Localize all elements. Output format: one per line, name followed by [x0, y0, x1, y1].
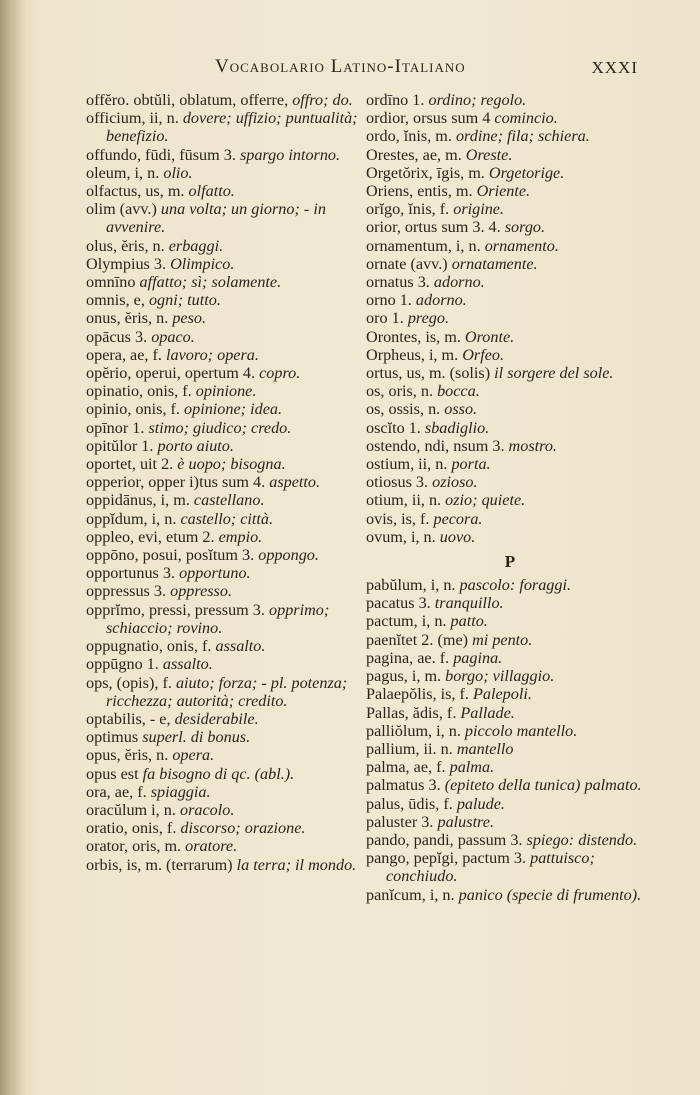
entry-definition: desiderabile.: [174, 709, 259, 728]
dictionary-entry: [366, 849, 654, 885]
dictionary-entry: [366, 309, 654, 327]
dictionary-entry: [86, 765, 364, 783]
entry-headword: oppĭdum, i, n.: [86, 509, 181, 528]
entry-definition: panico (specie di frumento).: [458, 885, 642, 904]
entry-definition: opera.: [172, 746, 215, 765]
right-column-p-entries: [366, 576, 654, 904]
dictionary-entry: [86, 728, 364, 746]
dictionary-entry: [86, 346, 364, 364]
entry-definition: ogni; tutto.: [148, 291, 221, 310]
entry-definition: Orfeo.: [462, 345, 505, 364]
entry-definition: aspetto.: [269, 473, 321, 492]
dictionary-entry: [86, 328, 364, 346]
entry-definition: palustre.: [437, 812, 494, 831]
dictionary-entry: [366, 400, 654, 418]
entry-headword: offundo, fūdi, fūsum 3.: [86, 145, 240, 164]
entry-headword: ornate (avv.): [366, 254, 452, 273]
dictionary-entry: [86, 601, 364, 637]
entry-headword: Oriens, entis, m.: [366, 182, 477, 201]
running-title: Vocabolario Latino-Italiano: [215, 56, 466, 77]
entry-headword: oppressus 3.: [86, 582, 171, 601]
dictionary-entry: [366, 164, 654, 182]
entry-headword: orior, ortus sum 3. 4.: [366, 218, 505, 237]
dictionary-entry: [366, 776, 654, 794]
entry-definition: osso.: [444, 400, 478, 419]
entry-definition: pattuisco; conchiudo.: [386, 849, 595, 886]
entry-definition: sorgo.: [504, 218, 546, 237]
dictionary-entry: [366, 419, 654, 437]
dictionary-entry: [366, 685, 654, 703]
entry-definition: stimo; giudico; credo.: [148, 418, 292, 437]
dictionary-entry: [86, 801, 364, 819]
entry-headword: pacatus 3.: [366, 594, 435, 613]
entry-headword: pallium, ii. n.: [366, 739, 457, 758]
entry-definition: opinione; idea.: [184, 400, 283, 419]
entry-headword: ovis, is, f.: [366, 509, 434, 528]
entry-definition: aiuto; forza; - pl. potenza; ricchezza; autorità; credito.: [106, 673, 348, 710]
entry-headword: opprĭmo, pressi, pressum 3.: [86, 600, 269, 619]
entry-headword: oratio, onis, f.: [86, 819, 181, 838]
entry-definition: opprimo; schiaccio; rovino.: [106, 600, 330, 637]
entry-headword: os, oris, n.: [366, 382, 438, 401]
entry-definition: peso.: [172, 309, 207, 328]
entry-definition: spiaggia.: [150, 782, 211, 801]
entry-definition: Palepoli.: [473, 685, 532, 704]
entry-definition: adorno.: [415, 291, 467, 310]
entry-definition: discorso; orazione.: [180, 819, 306, 838]
entry-definition: il sorgere del sole.: [494, 364, 614, 383]
book-fold-shadow: [0, 0, 26, 1095]
entry-definition: superl. di bonus.: [142, 728, 251, 747]
right-column: [366, 91, 654, 904]
dictionary-entry: [366, 182, 654, 200]
entry-definition: fa bisogno di qc. (abl.).: [142, 764, 295, 783]
entry-headword: oracŭlum i, n.: [86, 800, 180, 819]
entry-headword: opinatio, onis, f.: [86, 382, 196, 401]
dictionary-entry: [366, 146, 654, 164]
entry-headword: orĭgo, ĭnis, f.: [366, 200, 454, 219]
dictionary-entry: [366, 758, 654, 776]
dictionary-entry: [86, 783, 364, 801]
dictionary-entry: [86, 200, 364, 236]
entry-headword: ordīno 1.: [366, 91, 429, 109]
entry-definition: Olimpico.: [170, 254, 235, 273]
entry-headword: optimus: [86, 728, 143, 747]
entry-headword: opĕrio, operui, opertum 4.: [86, 364, 260, 383]
dictionary-entry: [366, 473, 654, 491]
dictionary-entry: [86, 255, 364, 273]
entry-definition: assalto.: [162, 655, 213, 674]
dictionary-entry: [86, 819, 364, 837]
dictionary-entry: [86, 419, 364, 437]
entry-definition: opinione.: [195, 382, 257, 401]
entry-definition: oratore.: [185, 837, 238, 856]
entry-definition: opaco.: [151, 327, 195, 346]
dictionary-entry: [366, 886, 654, 904]
entry-headword: Palaepŏlis, is, f.: [366, 685, 474, 704]
entry-headword: pagus, i, m.: [366, 667, 446, 686]
dictionary-entry: [86, 164, 364, 182]
entry-headword: ora, ae, f.: [86, 782, 151, 801]
dictionary-entry: [86, 837, 364, 855]
entry-headword: ornatus 3.: [366, 273, 434, 292]
dictionary-entry: [366, 273, 654, 291]
entry-headword: olus, ĕris, n.: [86, 236, 169, 255]
entry-headword: panĭcum, i, n.: [366, 885, 459, 904]
entry-definition: spargo intorno.: [239, 145, 341, 164]
section-letter: P: [504, 552, 516, 572]
entry-definition: ornatamente.: [451, 254, 538, 273]
entry-definition: pecora.: [433, 509, 483, 528]
entry-headword: olfactus, us, m.: [86, 182, 189, 201]
dictionary-entry: [366, 528, 654, 546]
dictionary-entry: [86, 655, 364, 673]
entry-headword: Olympius 3.: [86, 254, 171, 273]
entry-definition: prego.: [407, 309, 450, 328]
dictionary-entry: [86, 637, 364, 655]
entry-headword: olim (avv.): [86, 200, 161, 219]
entry-definition: spiego: distendo.: [526, 830, 638, 849]
dictionary-entry: [366, 704, 654, 722]
dictionary-entry: [86, 710, 364, 728]
dictionary-entry: [366, 291, 654, 309]
entry-headword: oleum, i, n.: [86, 163, 164, 182]
entry-headword: palmatus 3.: [366, 776, 445, 795]
dictionary-entry: [86, 146, 364, 164]
dictionary-entry: [86, 491, 364, 509]
dictionary-entry: [86, 273, 364, 291]
entry-definition: castellano.: [193, 491, 265, 510]
dictionary-entry: [366, 740, 654, 758]
dictionary-entry: [366, 237, 654, 255]
dictionary-entry: [366, 831, 654, 849]
entry-definition: Oronte.: [464, 327, 515, 346]
dictionary-entry: [366, 91, 654, 109]
entry-headword: oppōno, posui, posĭtum 3.: [86, 546, 259, 565]
dictionary-entry: [366, 491, 654, 509]
entry-definition: pagina.: [453, 648, 503, 667]
entry-headword: oppūgno 1.: [86, 655, 163, 674]
dictionary-entry: [366, 437, 654, 455]
dictionary-entry: [86, 746, 364, 764]
entry-definition: Oreste.: [465, 145, 513, 164]
entry-headword: pagina, ae. f.: [366, 648, 454, 667]
entry-headword: omnīno: [86, 273, 140, 292]
entry-headword: otiosus 3.: [366, 473, 433, 492]
entry-headword: paluster 3.: [366, 812, 438, 831]
entry-headword: pabŭlum, i, n.: [366, 576, 460, 595]
entry-headword: ostium, ii, n.: [366, 455, 452, 474]
entry-definition: ozio; quiete.: [445, 491, 526, 510]
entry-headword: oppugnatio, onis, f.: [86, 637, 216, 656]
dictionary-entry: [86, 109, 364, 145]
entry-definition: mi pento.: [472, 630, 533, 649]
entry-headword: paenĭtet 2. (me): [366, 630, 473, 649]
dictionary-entry: [86, 455, 364, 473]
dictionary-entry: [366, 510, 654, 528]
entry-headword: palliŏlum, i, n.: [366, 721, 465, 740]
entry-headword: pactum, i, n.: [366, 612, 451, 631]
entry-headword: ortus, us, m. (solis): [366, 364, 495, 383]
dictionary-entry: [366, 631, 654, 649]
dictionary-entry: [86, 437, 364, 455]
entry-definition: ozioso.: [432, 473, 478, 492]
entry-headword: ordior, orsus sum 4: [366, 109, 495, 128]
dictionary-entry: [86, 309, 364, 327]
entry-headword: pango, pepĭgi, pactum 3.: [366, 849, 531, 868]
dictionary-entry: [86, 291, 364, 309]
entry-definition: comincio.: [494, 109, 558, 128]
entry-definition: oppresso.: [170, 582, 232, 601]
dictionary-entry: [366, 576, 654, 594]
entry-definition: copro.: [259, 364, 301, 383]
dictionary-entry: [366, 218, 654, 236]
dictionary-entry: [86, 546, 364, 564]
entry-headword: oro 1.: [366, 309, 408, 328]
entry-headword: ordo, ĭnis, m.: [366, 127, 456, 146]
dictionary-entry: [86, 674, 364, 710]
dictionary-entry: [366, 127, 654, 145]
entry-definition: castello; città.: [180, 509, 274, 528]
entry-headword: pando, pandi, passum 3.: [366, 830, 527, 849]
entry-headword: ops, (opis), f.: [86, 673, 176, 692]
entry-headword: Orgetŏrix, īgis, m.: [366, 163, 489, 182]
entry-headword: opus est: [86, 764, 143, 783]
entry-headword: oportet, uit 2.: [86, 455, 178, 474]
entry-definition: è uopo; bisogna.: [177, 455, 286, 474]
dictionary-entry: [366, 813, 654, 831]
entry-headword: palma, ae, f.: [366, 758, 450, 777]
dictionary-entry: [86, 382, 364, 400]
page-number: XXXI: [591, 58, 638, 77]
entry-headword: opācus 3.: [86, 327, 152, 346]
dictionary-entry: [86, 237, 364, 255]
dictionary-entry: [366, 649, 654, 667]
entry-headword: orator, oris, m.: [86, 837, 186, 856]
entry-definition: opportuno.: [179, 564, 251, 583]
dictionary-entry: [366, 200, 654, 218]
entry-headword: ostendo, ndi, nsum 3.: [366, 436, 509, 455]
entry-definition: patto.: [450, 612, 488, 631]
entry-definition: tranquillo.: [434, 594, 504, 613]
entry-definition: olio.: [163, 163, 193, 182]
dictionary-entry: [366, 328, 654, 346]
entry-definition: uovo.: [439, 527, 476, 546]
entry-headword: opinio, onis, f.: [86, 400, 185, 419]
entry-headword: onus, ĕris, n.: [86, 309, 173, 328]
entry-headword: opperior, opper i)tus sum 4.: [86, 473, 270, 492]
entry-definition: ordino; regolo.: [428, 91, 527, 109]
entry-headword: Orontes, is, m.: [366, 327, 465, 346]
entry-headword: Orpheus, i, m.: [366, 345, 463, 364]
entry-headword: opitŭlor 1.: [86, 436, 158, 455]
entry-definition: palma.: [449, 758, 495, 777]
entry-headword: otium, ii, n.: [366, 491, 446, 510]
dictionary-entry: [86, 856, 364, 874]
entry-definition: oracolo.: [179, 800, 235, 819]
entry-definition: porto aiuto.: [157, 436, 234, 455]
dictionary-entry: [366, 109, 654, 127]
dictionary-entry: [366, 455, 654, 473]
entry-definition: bocca.: [437, 382, 480, 401]
entry-definition: la terra; il mondo.: [236, 855, 357, 874]
dictionary-entry: [366, 346, 654, 364]
entry-definition: Orgetorige.: [488, 163, 565, 182]
entry-definition: borgo; villaggio.: [445, 667, 555, 686]
entry-definition: olfatto.: [188, 182, 235, 201]
entry-definition: ornamento.: [484, 236, 559, 255]
entry-definition: ordine; fila; schiera.: [455, 127, 590, 146]
entry-headword: opīnor 1.: [86, 418, 149, 437]
entry-headword: omnis, e,: [86, 291, 149, 310]
entry-definition: adorno.: [433, 273, 485, 292]
entry-definition: empio.: [218, 527, 263, 546]
dictionary-entry: [366, 612, 654, 630]
entry-headword: oppleo, evi, etum 2.: [86, 527, 219, 546]
entry-definition: Pallade.: [460, 703, 515, 722]
dictionary-entry: [86, 182, 364, 200]
entry-headword: ornamentum, i, n.: [366, 236, 485, 255]
entry-headword: opportunus 3.: [86, 564, 180, 583]
entry-headword: officium, ii, n.: [86, 109, 183, 128]
page-header: [60, 56, 640, 82]
entry-definition: lavoro; opera.: [166, 345, 259, 364]
dictionary-entry: [86, 510, 364, 528]
dictionary-entry: [86, 473, 364, 491]
right-column-o-entries: [366, 91, 654, 546]
entry-headword: Orestes, ae, m.: [366, 145, 466, 164]
dictionary-entry: [366, 667, 654, 685]
entry-headword: Pallas, ădis, f.: [366, 703, 461, 722]
entry-definition: porta.: [451, 455, 491, 474]
dictionary-entry: [86, 364, 364, 382]
entry-definition: piccolo mantello.: [464, 721, 578, 740]
entry-definition: (epiteto della tunica) palmato.: [444, 776, 642, 795]
dictionary-entry: [366, 382, 654, 400]
entry-headword: os, ossis, n.: [366, 400, 445, 419]
entry-definition: mantello: [456, 739, 514, 758]
entry-definition: offro; do.: [292, 91, 353, 109]
entry-headword: palus, ūdis, f.: [366, 794, 457, 813]
entry-headword: oppidānus, i, m.: [86, 491, 194, 510]
entry-definition: oppongo.: [258, 546, 319, 565]
entry-definition: sbadiglio.: [424, 418, 490, 437]
entry-headword: ovum, i, n.: [366, 527, 440, 546]
entry-headword: opus, ĕris, n.: [86, 746, 173, 765]
entry-definition: pascolo: foraggi.: [459, 576, 572, 595]
entry-definition: erbaggi.: [168, 236, 224, 255]
dictionary-entry: [86, 582, 364, 600]
dictionary-entry: [86, 528, 364, 546]
left-column: [86, 91, 364, 874]
dictionary-entry: [366, 795, 654, 813]
entry-headword: opera, ae, f.: [86, 345, 166, 364]
entry-definition: origine.: [453, 200, 505, 219]
dictionary-entry: [366, 364, 654, 382]
dictionary-entry: [86, 91, 364, 109]
entry-headword: offĕro. obtŭli, oblatum, offerre,: [86, 91, 293, 109]
dictionary-entry: [366, 594, 654, 612]
entry-headword: orno 1.: [366, 291, 416, 310]
entry-headword: oscĭto 1.: [366, 418, 425, 437]
entry-definition: palude.: [456, 794, 505, 813]
entry-definition: Oriente.: [476, 182, 531, 201]
entry-definition: mostro.: [508, 436, 557, 455]
entry-definition: assalto.: [215, 637, 266, 656]
dictionary-entry: [86, 400, 364, 418]
dictionary-entry: [86, 564, 364, 582]
entry-definition: affatto; sì; solamente.: [139, 273, 282, 292]
entry-definition: dovere; uffizio; puntualità; benefizio.: [106, 109, 358, 146]
dictionary-entry: [366, 722, 654, 740]
entry-headword: optabilis, - e,: [86, 709, 175, 728]
dictionary-entry: [366, 255, 654, 273]
entry-definition: una volta; un giorno; - in avvenire.: [106, 200, 326, 237]
entry-headword: orbis, is, m. (terrarum): [86, 855, 237, 874]
